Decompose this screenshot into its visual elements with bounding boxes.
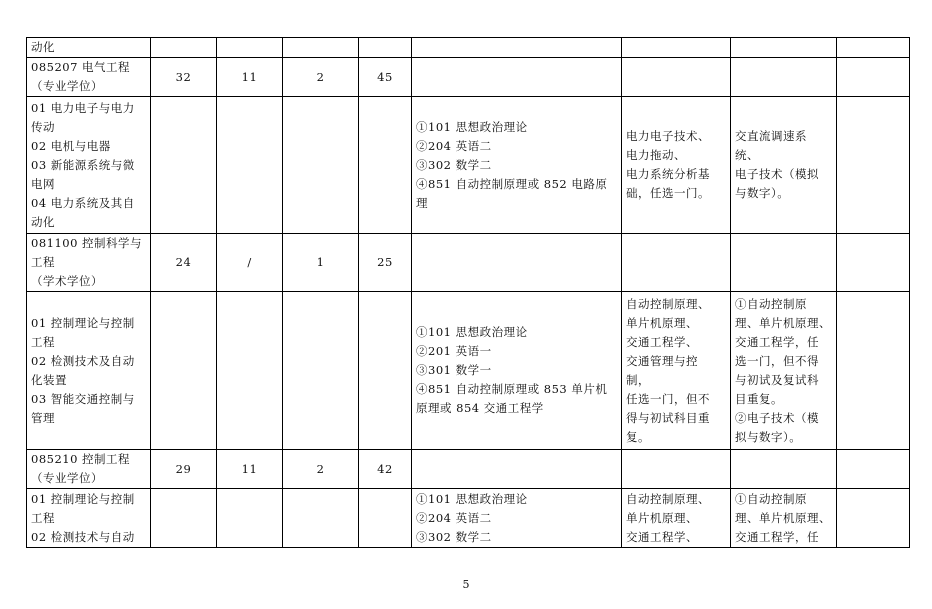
cell-line: 础，任选一门。 [626,186,710,200]
cell-line: ②电子技术（模 [735,410,819,425]
cell-line: 电力系统分析基 [626,167,710,181]
total-cell [359,97,412,234]
cell-line: ①101 思想政治理论 [416,325,528,339]
quota-cell [217,489,283,548]
exam-subjects-cell [412,292,622,450]
cell-line: 交通工程学，任 [735,529,819,544]
cell-line: 工程 [31,255,55,269]
cell-line: 02 检测技术与自动 [31,529,135,544]
cell-line: 传动 [31,119,55,134]
cell-line: 工程 [31,510,55,525]
cell-line: ④851 自动控制原理或 853 单片机 [416,382,608,396]
cell-line: 任选一门，但不 [626,391,710,406]
cell-line: 085210 控制工程 [31,452,131,466]
cell-line: 电力拖动、 [626,148,686,162]
cell-line: 02 电机与电器 [31,138,111,153]
retest-subjects-cell [622,489,731,548]
major-cell [27,292,151,450]
total-cell: 42 [359,450,412,489]
quota-cell: 29 [151,450,217,489]
cell-line: 目重复。 [735,391,783,406]
quota-cell: 11 [217,450,283,489]
cell-line: ①自动控制原 [735,296,807,311]
cell-line: 01 电力电子与电力 [31,100,135,115]
cell-line: 交通工程学，任 [735,334,819,349]
cell-line: 拟与数字）。 [735,429,802,444]
cell-line: 01 控制理论与控制 [31,491,135,506]
cell-line: （专业学位） [31,471,103,485]
quota-cell [217,97,283,234]
cell-line: 与数字）。 [735,186,790,200]
quota-cell: 2 [283,58,359,97]
cell-line: 工程 [31,334,55,349]
cell-line: 理、单片机原理、 [735,315,831,330]
cell-line: 交通工程学、 [626,334,698,349]
cell-line: 制， [626,372,650,387]
additional-test-cell [731,234,837,292]
cell-line: 电网 [31,176,55,191]
quota-cell: 2 [283,450,359,489]
cell-line: 与初试及复试科 [735,372,819,387]
additional-test-cell [731,450,837,489]
cell-line: 单片机原理、 [626,510,698,525]
cell-line: （专业学位） [31,79,103,93]
exam-subjects-cell [412,489,622,548]
cell-line: 化装置 [31,372,67,387]
row-085210-directions [27,489,910,548]
cell-line: 02 检测技术及自动 [31,353,135,368]
cell-line: 自动控制原理、 [626,491,710,506]
admissions-table [26,37,910,548]
row-081100 [27,234,910,292]
additional-test-cell [731,489,837,548]
cell-line: 自动控制原理、 [626,296,710,311]
exam-subjects-cell [412,58,622,97]
cell-line: ②201 英语一 [416,344,492,358]
additional-test-cell [731,58,837,97]
additional-test-cell [731,292,837,450]
row-085207-directions [27,97,910,234]
notes-cell [837,292,910,450]
quota-cell [283,38,359,58]
cell-line: 复。 [626,429,650,444]
cell-line: ②204 英语二 [416,510,492,525]
cell-line: ④851 自动控制原理或 852 电路原 [416,176,608,191]
quota-cell: 11 [217,58,283,97]
major-cell [27,58,151,97]
cell-line: ①101 思想政治理论 [416,491,528,506]
cell-line: 统、 [735,148,759,162]
major-cell [27,450,151,489]
cell-line: 交通工程学、 [626,529,698,544]
cell-line: ①自动控制原 [735,491,807,506]
cell-line: 交直流调速系 [735,129,807,143]
cell-line: ③302 数学二 [416,529,492,544]
retest-subjects-cell [622,292,731,450]
quota-cell: 1 [283,234,359,292]
cell-line: 单片机原理、 [626,315,698,330]
notes-cell [837,97,910,234]
additional-test-cell [731,97,837,234]
cell-line: 动化 [31,40,55,54]
total-cell [359,489,412,548]
page-number: 5 [462,578,470,591]
exam-subjects-cell [412,234,622,292]
quota-cell [151,38,217,58]
quota-cell [151,97,217,234]
retest-subjects-cell [622,234,731,292]
cell-line: 01 控制理论与控制 [31,315,135,330]
cell-line: 081100 控制科学与 [31,236,143,250]
cell-line: 085207 电气工程 [31,60,131,74]
row-085207 [27,58,910,97]
quota-cell [283,97,359,234]
cell-line: ②204 英语二 [416,138,492,153]
cell-line: ③302 数学二 [416,157,492,172]
exam-subjects-cell [412,450,622,489]
row-081100-directions [27,292,910,450]
cell-line: 电力电子技术、 [626,129,710,143]
cell-line: 04 电力系统及其自 [31,195,135,210]
retest-subjects-cell [622,450,731,489]
additional-test-cell [731,38,837,58]
quota-cell [151,292,217,450]
quota-cell [217,292,283,450]
quota-cell: / [217,234,283,292]
quota-cell [283,292,359,450]
notes-cell [837,234,910,292]
cell-line: ①101 思想政治理论 [416,119,528,134]
total-cell: 45 [359,58,412,97]
retest-subjects-cell [622,38,731,58]
cell-line: 理 [416,195,428,210]
total-cell: 25 [359,234,412,292]
quota-cell [151,489,217,548]
exam-subjects-cell [412,38,622,58]
quota-cell [283,489,359,548]
retest-subjects-cell [622,58,731,97]
quota-cell: 32 [151,58,217,97]
total-cell [359,38,412,58]
cell-line: 电子技术（模拟 [735,167,819,181]
quota-cell [217,38,283,58]
cell-line: 得与初试科目重 [626,410,710,425]
cell-line: 原理或 854 交通工程学 [416,401,544,415]
major-cell [27,489,151,548]
retest-subjects-cell [622,97,731,234]
major-cell [27,38,151,58]
notes-cell [837,58,910,97]
cell-line: （学术学位） [31,274,103,288]
exam-subjects-cell [412,97,622,234]
cell-line: 03 智能交通控制与 [31,391,135,406]
notes-cell [837,38,910,58]
total-cell [359,292,412,450]
quota-cell: 24 [151,234,217,292]
row-085210 [27,450,910,489]
cell-line: 交通管理与控 [626,353,698,368]
cell-line: 动化 [31,214,55,229]
notes-cell [837,450,910,489]
cell-line: 理、单片机原理、 [735,510,831,525]
major-cell [27,97,151,234]
notes-cell [837,489,910,548]
cell-line: 选一门，但不得 [735,353,819,368]
row-automation-cont [27,38,910,58]
cell-line: 03 新能源系统与微 [31,157,135,172]
major-cell [27,234,151,292]
cell-line: ③301 数学一 [416,363,492,377]
cell-line: 管理 [31,410,55,425]
